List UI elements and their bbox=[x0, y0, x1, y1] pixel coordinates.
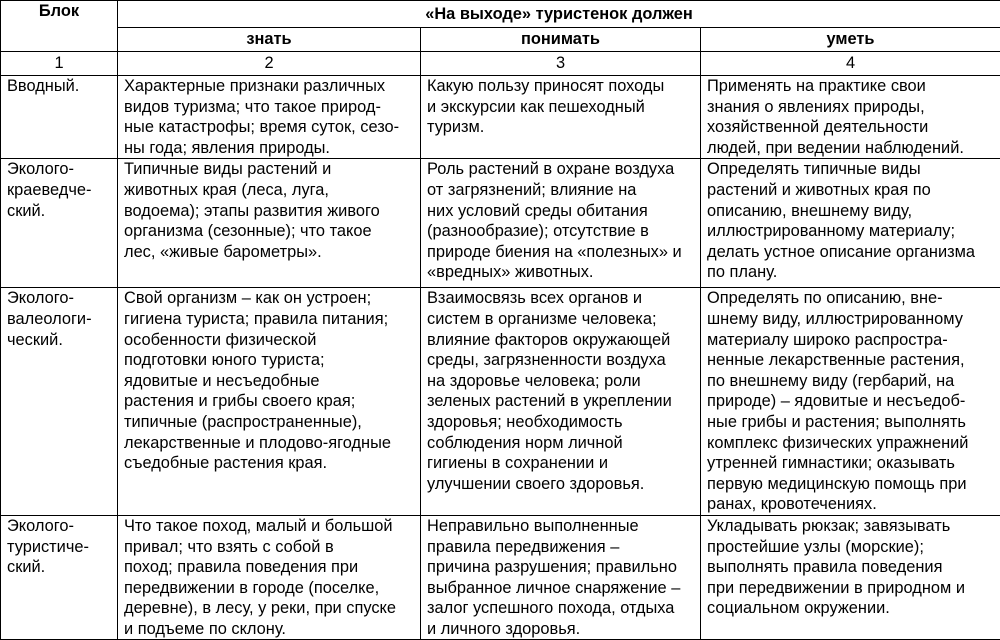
row-understand-cell: Роль растений в охране воздуха от загрязнений; влияние на них условий среды обитания (разнообразие); отсутствие в природе биения на «полезных» и «вредных» животных. bbox=[421, 159, 701, 288]
number-row bbox=[1, 52, 1000, 76]
row-block-label: Эколого- туристиче- ский. bbox=[1, 515, 118, 640]
row-block-label: Эколого- валеологи- ческий. bbox=[1, 288, 118, 516]
header-row-top bbox=[1, 1, 1000, 28]
row-can-cell: Определять по описанию, вне- шнему виду, иллюстрированному материалу широко распростра- ненные лекарственные растения, по внешнему виду (гербарий, на природе) – ядовитые и несъедоб- ные грибы и растения; выполнять комплекс физических упражнений утренней гимнастики; оказывать первую медицинскую помощь при ранах, кровотечениях. bbox=[701, 288, 1000, 516]
row-know-cell: Типичные виды растений и животных края (леса, луга, водоема); этапы развития живого организма (сезонные); что такое лес, «живые барометры». bbox=[118, 159, 421, 288]
header-row-columns bbox=[1, 28, 1000, 52]
row-can-cell: Применять на практике свои знания о явлениях природы, хозяйственной деятельности людей, при ведении наблюдений. bbox=[701, 76, 1000, 159]
row-can-cell: Определять типичные виды растений и животных края по описанию, внешнему виду, иллюстрированному материалу; делать устное описание организма по плану. bbox=[701, 159, 1000, 288]
table-row bbox=[1, 159, 1000, 288]
column-number-4: 4 bbox=[701, 52, 1000, 76]
header-know: знать bbox=[118, 28, 421, 52]
header-understand: понимать bbox=[421, 28, 701, 52]
row-understand-cell: Какую пользу приносят походы и экскурсии как пешеходный туризм. bbox=[421, 76, 701, 159]
row-know-cell: Свой организм – как он устроен; гигиена туриста; правила питания; особенности физической подготовки юного туриста; ядовитые и несъедобные растения и грибы своего края; типичные (распространенные), лекарственные и плодово-ягодные съедобные растения края. bbox=[118, 288, 421, 516]
row-know-cell: Характерные признаки различных видов туризма; что такое природ- ные катастрофы; время суток, сезо- ны года; явления природы. bbox=[118, 76, 421, 159]
row-understand-cell: Взаимосвязь всех органов и систем в организме человека; влияние факторов окружающей среды, загрязненности воздуха на здоровье человека; роли зеленых растений в укреплении здоровья; необходимость соблюдения норм личной гигиены в сохранении и улучшении своего здоровья. bbox=[421, 288, 701, 516]
header-can: уметь bbox=[701, 28, 1000, 52]
row-block-label: Вводный. bbox=[1, 76, 118, 159]
row-can-cell: Укладывать рюкзак; завязывать простейшие узлы (морские); выполнять правила поведения при передвижении в природном и социальном окружении. bbox=[701, 515, 1000, 640]
header-group: «На выходе» туристенок должен bbox=[118, 1, 1000, 28]
table-row bbox=[1, 515, 1000, 640]
table-row bbox=[1, 288, 1000, 516]
table-row bbox=[1, 76, 1000, 159]
row-understand-cell: Неправильно выполненные правила передвижения – причина разрушения; правильно выбранное личное снаряжение – залог успешного похода, отдыха и личного здоровья. bbox=[421, 515, 701, 640]
column-number-3: 3 bbox=[421, 52, 701, 76]
row-know-cell: Что такое поход, малый и большой привал; что взять с собой в поход; правила поведения при передвижении в городе (поселке, деревне), в лесу, у реки, при спуске и подъеме по склону. bbox=[118, 515, 421, 640]
row-block-label: Эколого- краеведче- ский. bbox=[1, 159, 118, 288]
header-block: Блок bbox=[1, 1, 118, 52]
column-number-2: 2 bbox=[118, 52, 421, 76]
column-number-1: 1 bbox=[1, 52, 118, 76]
